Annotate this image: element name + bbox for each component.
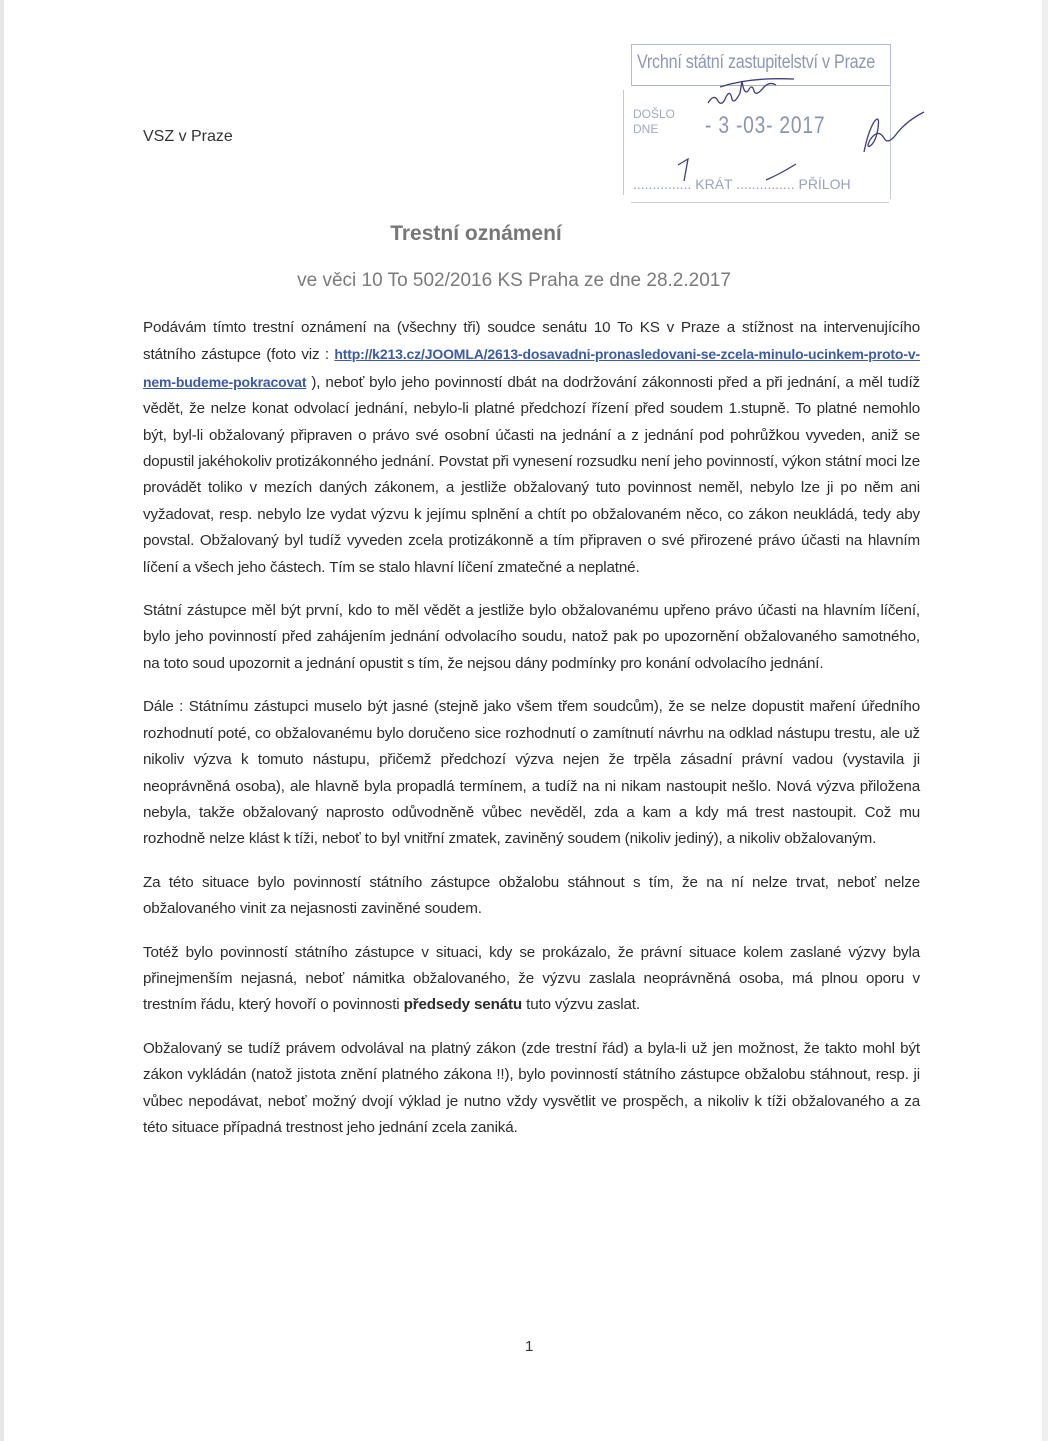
stamp-dots: ...............: [736, 176, 795, 192]
paragraph-4: Za této situace bylo povinností státního zástupce obžalobu stáhnout s tím, že na ní nelze trvat, neboť nelze obžalovaného vinit za nejasnosti zaviněné soudem.: [143, 873, 920, 918]
paragraph-1: [143, 315, 920, 581]
emphasis-text: předsedy senátu: [403, 996, 523, 1014]
paragraph-2: Státní zástupce měl být první, kdo to měl vědět a jestliže bylo obžalovanému upřeno právo účasti na hlavním líčení, bylo jeho povinností před zahájením jednání odvolacího soudu, natož pak po upozornění obžalovaného samotného, na toto soud upozornit a jednání opustit s tím, že nejsou dány podmínky pro konání odvolacího jednání.: [143, 602, 920, 672]
stamp-dots: ...............: [633, 176, 692, 192]
document-title-text: Trestní oznámení: [390, 222, 562, 245]
stamp-received-label-line1: DOŠLO: [633, 107, 676, 121]
scan-edge-right: [1042, 0, 1048, 1441]
signature-icon: [858, 108, 928, 158]
scan-edge-left: [0, 0, 4, 1441]
stamp-times-label: KRÁT: [695, 176, 733, 192]
stamp-attachments-label: PŘÍLOH: [798, 176, 851, 192]
paragraph-3: Dále : Státnímu zástupci muselo být jasné (stejně jako všem třem soudcům), že se nelze dopustit maření úředního rozhodnutí poté, co obžalovanému bylo doručeno sice rozhodnutí o zamítnutí návrhu na odklad nástupu trestu, ale už nikoliv výzva k tomuto nástupu, přičemž předchozí výzva nejen že trpěla zásadní právní vadou (vystavila ji neoprávněná osoba), ale hlavně byla propadlá termínem, a tudíž na ni nikam nastoupit nešlo. Nová výzva přiložena nebyla, takže obžalovaný naprosto odůvodněně vůbec nevěděl, zda a kam a kdy má trest nastoupit. Což mu rozhodně nelze klást k tíži, neboť to byl vnitřní zmatek, zaviněný soudem (nikoliv jediný), a nikoliv obžalovaným.: [143, 698, 920, 848]
handwritten-slash-icon: [762, 160, 802, 185]
receipt-stamp: [623, 44, 891, 204]
document-body: [143, 315, 920, 1158]
photo-link[interactable]: http://k213.cz/JOOMLA/2613-dosavadni-pronasledovani-se-zcela-minulo-ucinkem-proto-v-nem-budeme-pokracovat: [143, 346, 920, 390]
document-subtitle: [0, 270, 1048, 292]
stamp-border-left: [623, 90, 624, 195]
stamp-organization: Vrchní státní zastupitelství v Praze: [637, 52, 875, 73]
page-number: 1: [525, 1338, 534, 1355]
stamp-counts: [633, 176, 851, 192]
stamp-received-label: [633, 107, 675, 137]
paragraph-text: Podávám tímto trestní oznámení na (všechny tři) soudce senátu 10 To KS v Praze a stížnost na intervenujícího státního zástupce (foto viz :: [143, 319, 920, 364]
stamp-received-label-line2: DNE: [633, 122, 659, 136]
document-title: [0, 222, 1048, 246]
document-subtitle-text: ve věci 10 To 502/2016 KS Praha ze dne 28.2.2017: [297, 270, 731, 291]
paragraph-text: ), neboť bylo jeho povinností dbát na dodržování zákonnosti před a při jednání, a měl tudíž vědět, že nelze konat odvolací jednání, nebylo-li platné předchozí řízení před soudem 1.stupně. To platné nemohlo být, byl-li obžalovaný připraven o právo své osobní účasti na jednání a z jednání pod pohrůžkou vyveden, aniž se dopustil jakéhokoliv protizákonného jednání. Povstat při vynesení rozsudku není jeho povinností, výkon státní moci lze provádět toliko v mezích daných zákonem, a jestliže obžalovaný tuto povinnost neměl, nebylo lze ji po něm ani vyžadovat, resp. nebylo lze vydat výzvu k jejímu splnění a chtít po obžalovaném něco, co zákon neukládá, tedy aby povstal. Obžalovaný byl tudíž vyveden zcela protizákonně a tím připraven o své přirozené právo účasti na hlavním líčení a všech jeho částech. Tím se stalo hlavní líčení zmatečné a neplatné.: [143, 373, 920, 576]
handwritten-one-icon: [670, 155, 700, 185]
paragraph-6: Obžalovaný se tudíž právem odvolával na platný zákon (zde trestní řád) a byla-li už jen možnost, že takto mohl být zákon vykládán (natož jistota znění platného zákona !!), bylo povinností státního zástupce obžalobu stáhnout, resp. ji vůbec nepodávat, neboť možný dvojí výklad je nutno vždy vysvětlit ve prospěch, a nikoliv k tíži obžalovaného a za této situace případná trestnost jeho jednání zcela zaniká.: [143, 1039, 920, 1136]
stamp-received-date: - 3 -03- 2017: [705, 112, 826, 139]
paragraph-5: [143, 940, 920, 1019]
paragraph-text: tuto výzvu zaslat.: [522, 996, 640, 1014]
recipient: VSZ v Praze: [143, 128, 233, 145]
handwritten-note-icon: [700, 75, 800, 115]
stamp-border-bottom: [631, 202, 889, 203]
paragraph-text: Totéž bylo povinností státního zástupce v situaci, kdy se prokázalo, že právní situace kolem zaslané výzvy byla přinejmenším nejasná, neboť námitka obžalovaného, že výzvu zaslala neoprávněná osoba, má plnou oporu v trestním řádu, který hovoří o povinnosti: [143, 943, 920, 1014]
